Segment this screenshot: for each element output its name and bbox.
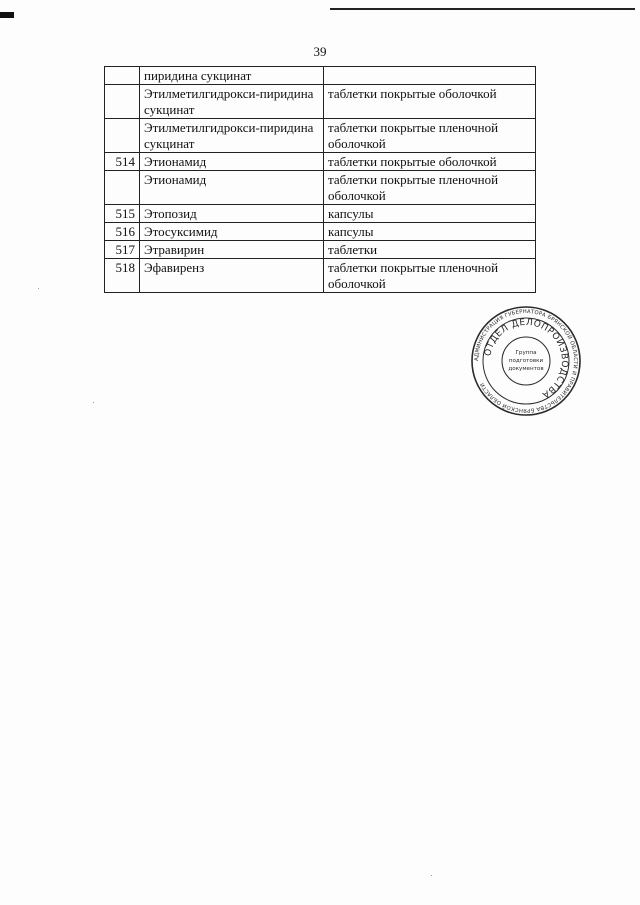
table-row: [105, 259, 536, 293]
scan-corner-mark: [0, 12, 14, 18]
row-number-cell: [105, 119, 140, 153]
table-row: [105, 241, 536, 259]
dosage-form-cell: таблетки покрытые оболочкой: [324, 153, 536, 171]
row-number-cell: 516: [105, 223, 140, 241]
dosage-form-cell: таблетки: [324, 241, 536, 259]
dosage-form-cell: таблетки покрытые пленочной оболочкой: [324, 171, 536, 205]
table-row: [105, 119, 536, 153]
scan-speck: [38, 288, 39, 289]
drug-name-cell: Этопозид: [140, 205, 324, 223]
row-number-cell: 517: [105, 241, 140, 259]
scan-speck: [431, 875, 432, 876]
drug-name-cell: Этилметилгидрокси-пиридина сукцинат: [140, 85, 324, 119]
table-body: [105, 67, 536, 293]
drug-name-cell: Этравирин: [140, 241, 324, 259]
row-number-cell: 514: [105, 153, 140, 171]
seal-center-line-1: Группа: [515, 350, 537, 356]
seal-center-line-2: подготовки: [508, 358, 544, 364]
row-number-cell: 515: [105, 205, 140, 223]
table-row: [105, 223, 536, 241]
drug-name-cell: Этосуксимид: [140, 223, 324, 241]
dosage-form-cell: таблетки покрытые оболочкой: [324, 85, 536, 119]
table-row: [105, 85, 536, 119]
dosage-form-cell: таблетки покрытые пленочной оболочкой: [324, 119, 536, 153]
drug-list-table: [104, 66, 536, 293]
row-number-cell: [105, 85, 140, 119]
row-number-cell: 518: [105, 259, 140, 293]
drug-name-cell: Этилметилгидрокси-пиридина сукцинат: [140, 119, 324, 153]
scan-speck: [93, 402, 94, 403]
drug-name-cell: пиридина сукцинат: [140, 67, 324, 85]
dosage-form-cell: таблетки покрытые пленочной оболочкой: [324, 259, 536, 293]
seal-middle-text: ОТДЕЛ ДЕЛОПРОИЗВОДСТВА: [483, 317, 570, 400]
header-rule: [330, 8, 635, 10]
seal-center-line-3: документов: [508, 366, 544, 372]
table-row: [105, 171, 536, 205]
dosage-form-cell: капсулы: [324, 223, 536, 241]
drug-name-cell: Эфавиренз: [140, 259, 324, 293]
drug-name-cell: Этионамид: [140, 153, 324, 171]
dosage-form-cell: капсулы: [324, 205, 536, 223]
dosage-form-cell: [324, 67, 536, 85]
table-row: [105, 153, 536, 171]
table-row: [105, 67, 536, 85]
row-number-cell: [105, 171, 140, 205]
drug-name-cell: Этионамид: [140, 171, 324, 205]
official-seal-stamp: [470, 305, 582, 417]
seal-outer-text: АДМИНИСТРАЦИЯ ГУБЕРНАТОРА БРЯНСКОЙ ОБЛАСТИ И ПРАВИТЕЛЬСТВА БРЯНСКОЙ ОБЛАСТИ: [473, 308, 579, 414]
page-number: 39: [313, 44, 327, 59]
row-number-cell: [105, 67, 140, 85]
table-row: [105, 205, 536, 223]
